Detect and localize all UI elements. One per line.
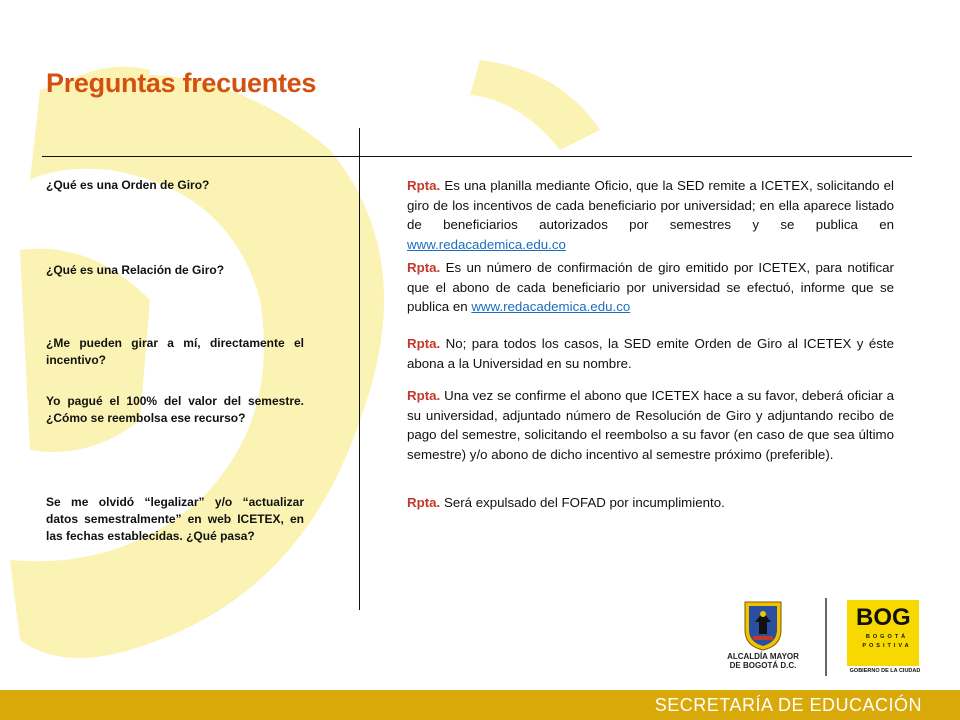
answer-prefix: Rpta. (407, 388, 441, 403)
answer-4 (407, 386, 894, 464)
alcaldia-line1: ALCALDÍA MAYOR (727, 652, 799, 661)
alcaldia-line2: DE BOGOTÁ D.C. (729, 661, 797, 670)
question-2: ¿Qué es una Relación de Giro? (46, 263, 225, 277)
answer-text: Será expulsado del FOFAD por incumplimiento. (440, 495, 725, 510)
table-header-divider (42, 156, 912, 157)
question-3: ¿Me pueden girar a mí, directamente el incentivo? (46, 336, 304, 367)
bog-logo-box (847, 600, 919, 666)
answer-prefix: Rpta. (407, 178, 441, 193)
answer-prefix: Rpta. (407, 260, 441, 275)
answer-3 (407, 334, 894, 373)
bog-tagline-1: BOGOTÁ (865, 634, 909, 640)
answer-prefix: Rpta. (407, 495, 441, 510)
answer-5 (407, 493, 894, 513)
coat-of-arms-icon (715, 600, 811, 652)
bogota-positiva-logo (844, 600, 926, 680)
question-5: Se me olvidó “legalizar” y/o “actualizar datos semestralmente” en web ICETEX, en las fechas establecidas. ¿Qué pasa? (46, 495, 304, 543)
bog-tagline (857, 633, 917, 651)
bog-word: BOG (856, 604, 911, 631)
redacademica-link[interactable]: www.redacademica.edu.co (407, 236, 566, 252)
answer-2 (407, 258, 894, 317)
answer-text: Es una planilla mediante Oficio, que la SED remite a ICETEX, solicitando el giro de los incentivos de cada beneficiario por universidad; en ella aparece listado de beneficiarios autorizados por semestres y se publica en (407, 178, 894, 232)
logo-divider (825, 598, 827, 676)
question-4: Yo pagué el 100% del valor del semestre. ¿Cómo se reembolsa ese recurso? (46, 394, 304, 425)
answer-text: Una vez se confirme el abono que ICETEX hace a su favor, deberá oficiar a su universidad, adjuntado número de Resolución de Giro y adjuntando recibo de pago del semestre, solicitando el reembolso a su favor (en caso de que sea último semestre) y/o abono de dicho incentivo al semestre próximo (preferible). (407, 388, 894, 462)
question-1: ¿Qué es una Orden de Giro? (46, 178, 210, 192)
alcaldia-text (715, 652, 811, 670)
answer-prefix: Rpta. (407, 336, 441, 351)
bog-tagline-2: POSITIVA (862, 643, 912, 649)
answer-text: No; para todos los casos, la SED emite Orden de Giro al ICETEX y éste abona a la Universidad en su nombre. (407, 336, 894, 371)
column-divider (359, 128, 360, 610)
bog-subtitle: GOBIERNO DE LA CIUDAD (849, 668, 921, 674)
page-title: Preguntas frecuentes (46, 68, 317, 98)
alcaldia-logo (715, 600, 811, 680)
redacademica-link[interactable]: www.redacademica.edu.co (471, 299, 631, 314)
footer-title: SECRETARÍA DE EDUCACIÓN (654, 695, 922, 715)
answer-text: Es un número de confirmación de giro emitido por ICETEX, para notificar que el abono de cada beneficiario por universidad se efectuó, informe que se publica en (407, 260, 894, 314)
answer-1 (407, 176, 894, 254)
